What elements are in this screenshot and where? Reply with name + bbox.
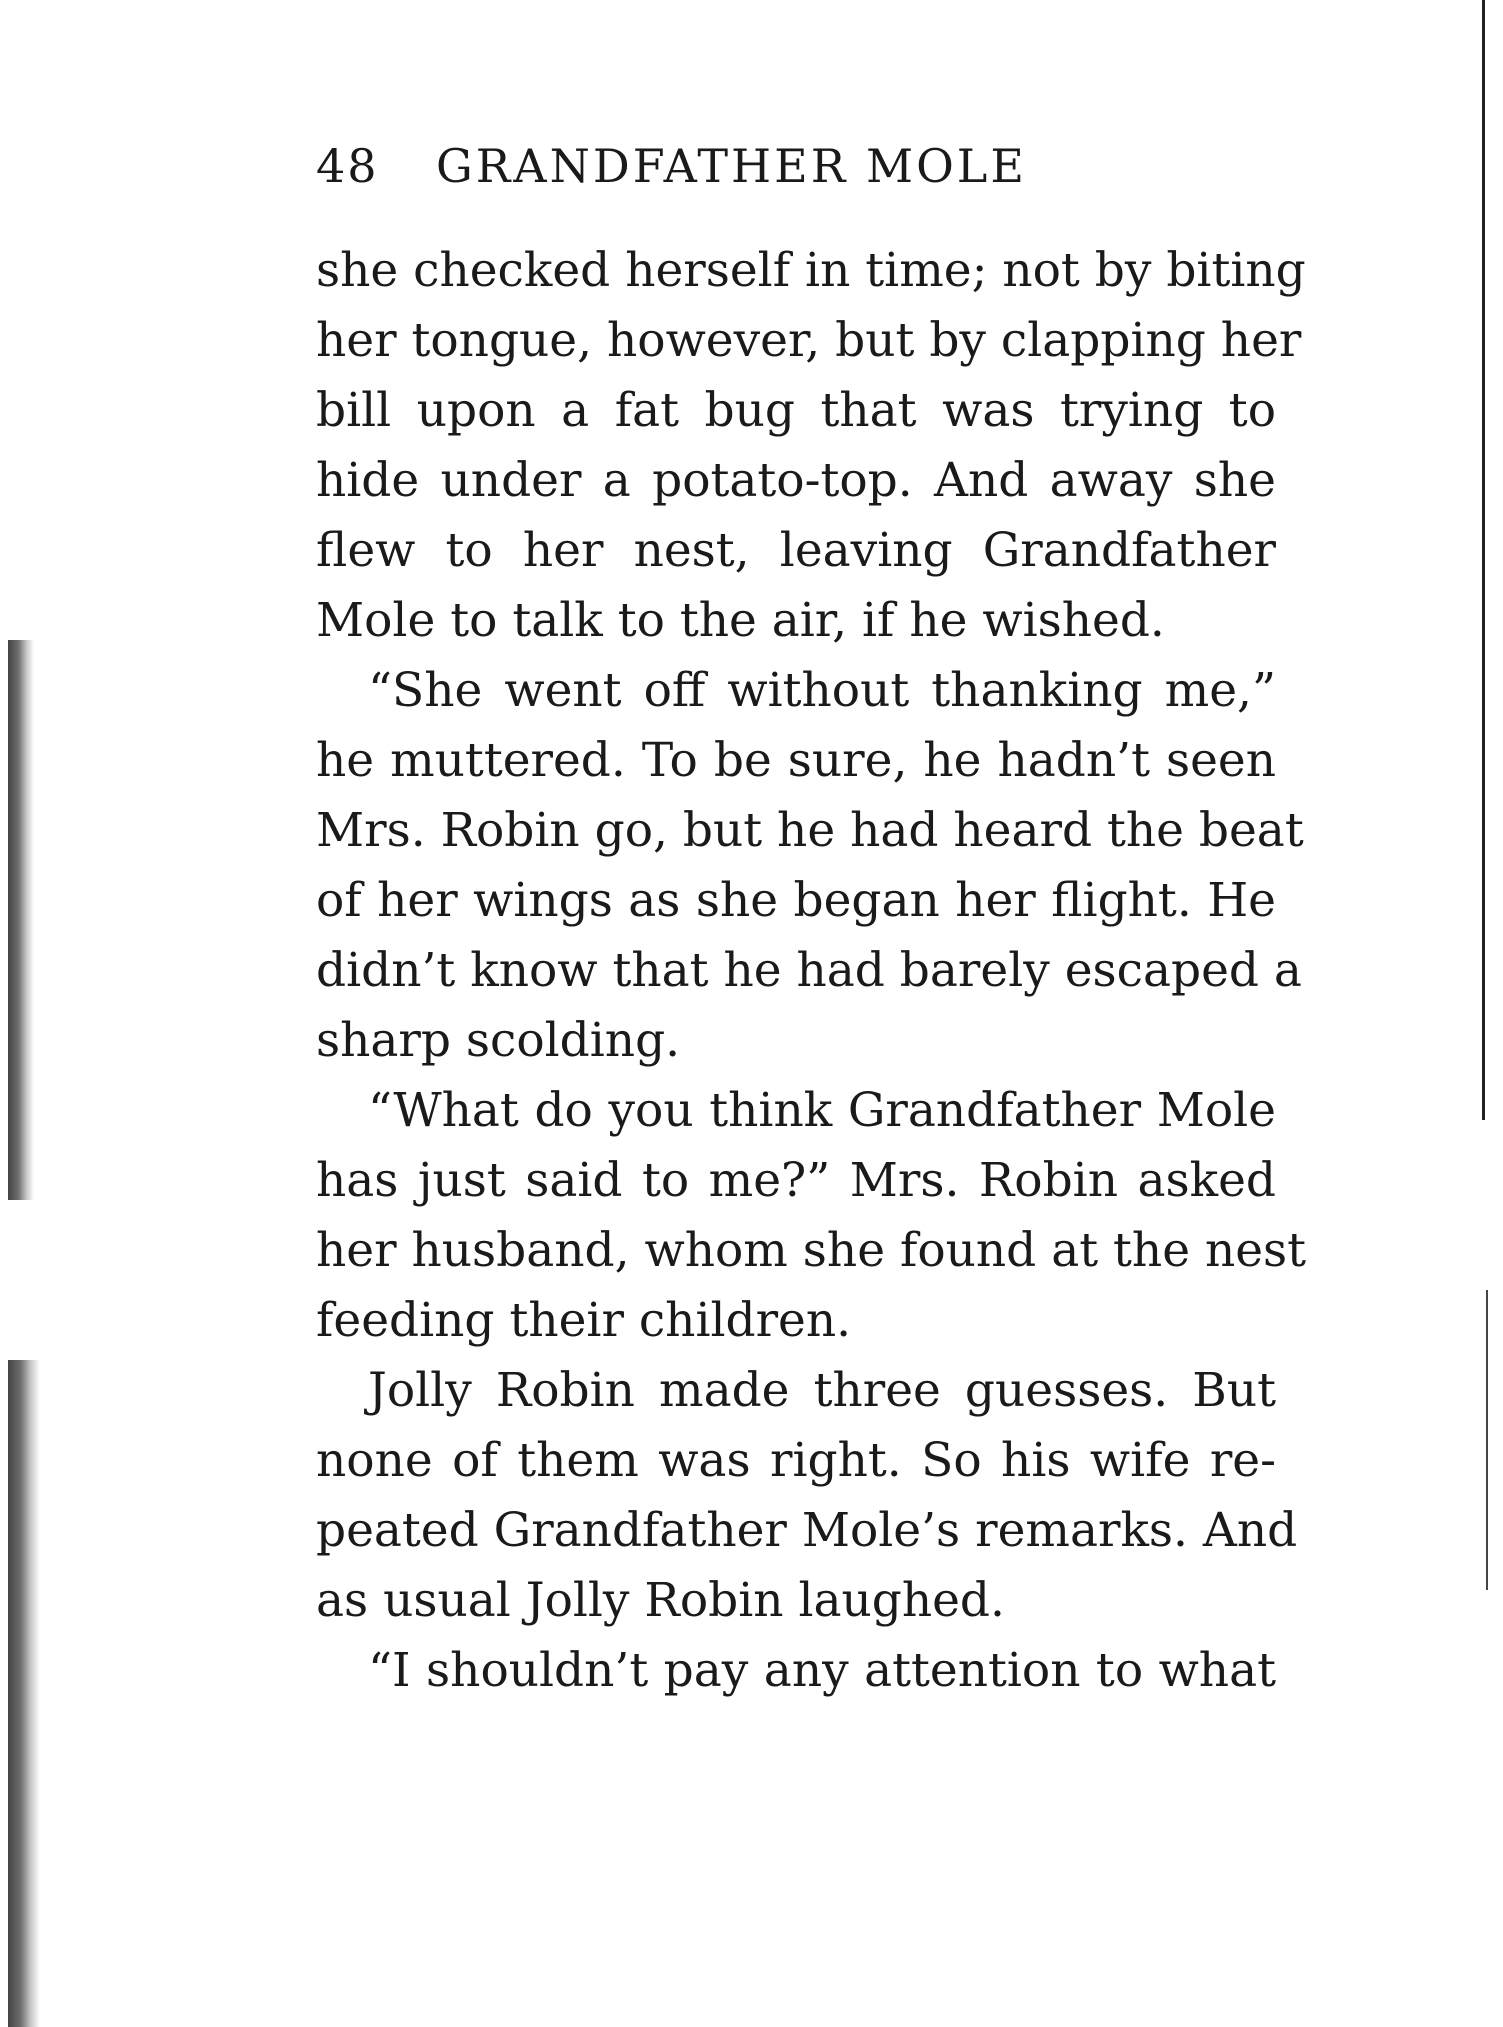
text-line: she checked herself in time; not by biting: [316, 243, 1306, 298]
text-line: hide under a potato-top. And away she: [316, 453, 1276, 508]
text-line: didn’t know that he had barely escaped a: [316, 943, 1302, 998]
text-line: Jolly Robin made three guesses. But: [368, 1363, 1276, 1418]
text-line: Mrs. Robin go, but he had heard the beat: [316, 803, 1304, 858]
text-line: he muttered. To be sure, he hadn’t seen: [316, 733, 1276, 788]
scan-gutter-shadow: [8, 640, 34, 1200]
text-line: none of them was right. So his wife re-: [316, 1433, 1276, 1488]
text-line: of her wings as she began her flight. He: [316, 873, 1276, 928]
page-number: 48: [316, 139, 379, 193]
text-line: “She went off without thanking me,”: [368, 663, 1276, 718]
running-head: [316, 136, 1276, 196]
text-line: as usual Jolly Robin laughed.: [316, 1573, 1005, 1628]
body-text: [316, 236, 1307, 1706]
text-line: “I shouldn’t pay any attention to what: [368, 1643, 1276, 1698]
running-title: GRANDFATHER MOLE: [436, 139, 1027, 193]
text-line: her tongue, however, but by clapping her: [316, 313, 1302, 368]
text-line: bill upon a fat bug that was trying to: [316, 383, 1276, 438]
scan-gutter-shadow: [8, 1360, 40, 2027]
text-line: feeding their children.: [316, 1293, 852, 1348]
text-line: flew to her nest, leaving Grandfather: [316, 523, 1276, 578]
scan-edge-line: [1486, 1290, 1488, 1590]
text-line: her husband, whom she found at the nest: [316, 1223, 1307, 1278]
scan-edge-line: [1482, 0, 1485, 1120]
text-line: Mole to talk to the air, if he wished.: [316, 593, 1165, 648]
text-line: sharp scolding.: [316, 1013, 681, 1068]
text-line: has just said to me?” Mrs. Robin asked: [316, 1153, 1276, 1208]
text-line: “What do you think Grandfather Mole: [368, 1083, 1276, 1138]
text-line: peated Grandfather Mole’s remarks. And: [316, 1503, 1298, 1558]
